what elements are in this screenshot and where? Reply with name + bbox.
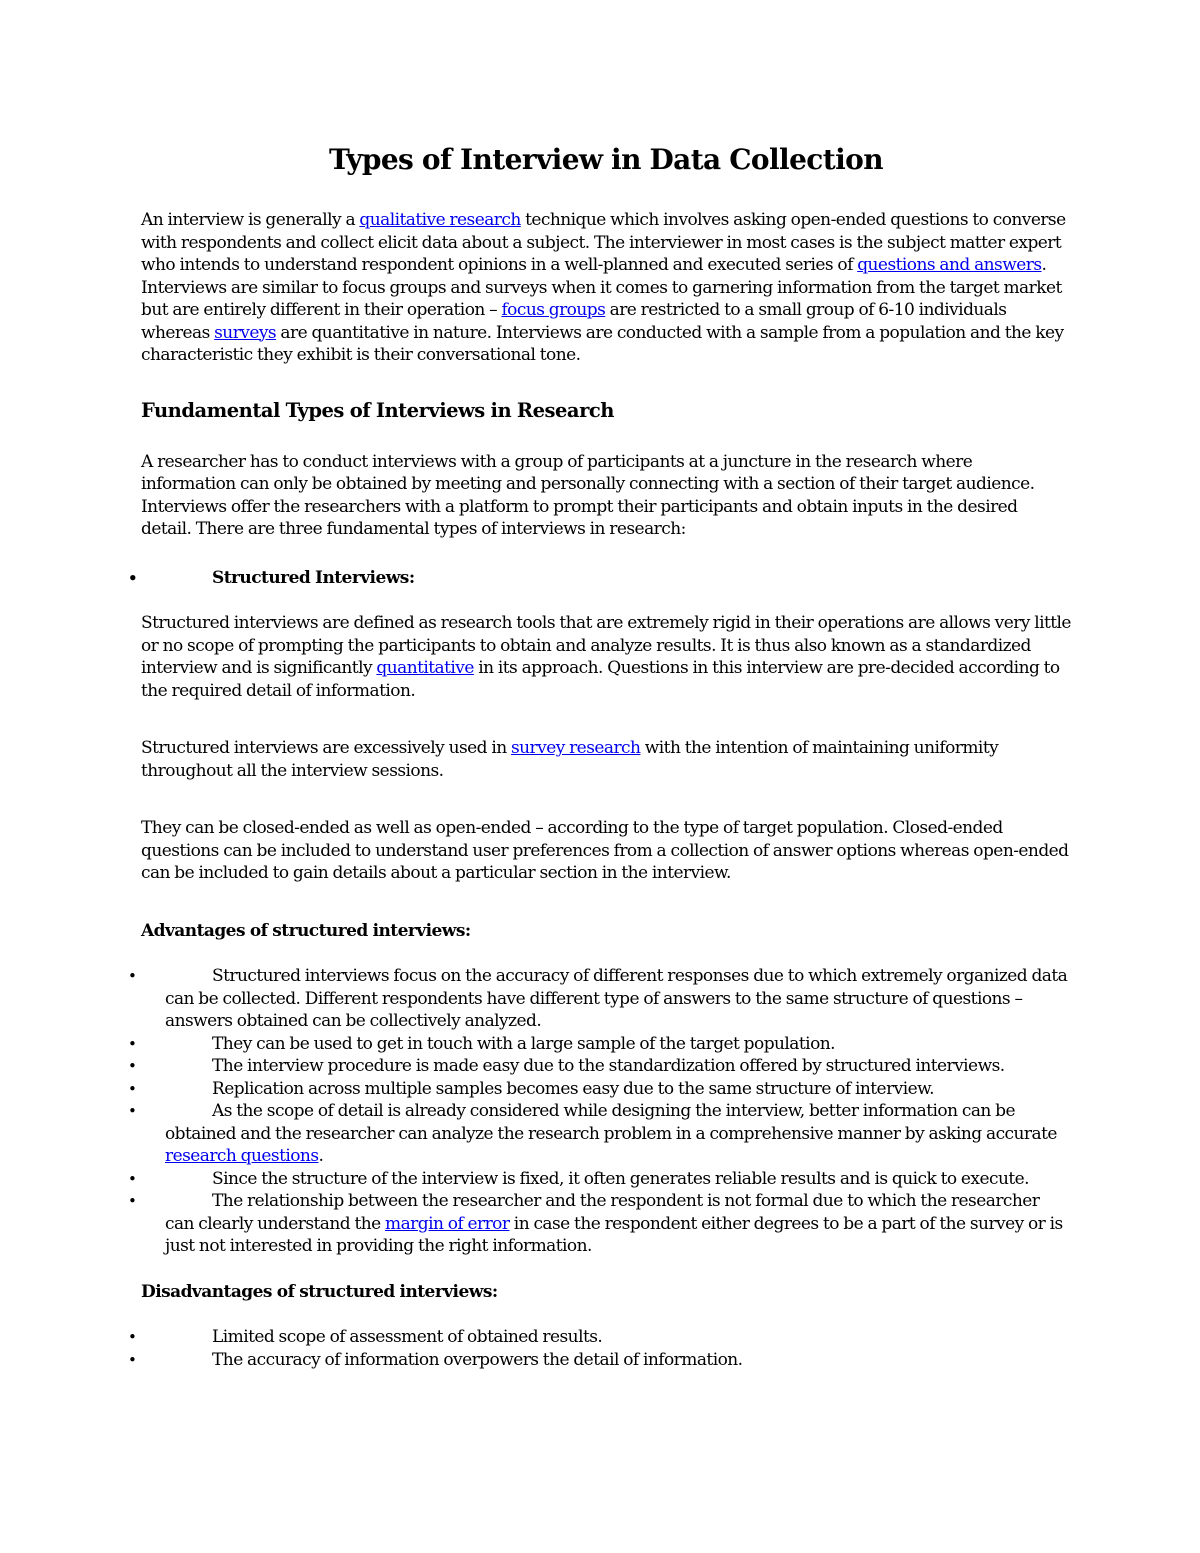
structured-heading-label: Structured Interviews:	[212, 567, 415, 588]
bullet-icon: •	[128, 1192, 137, 1210]
link-surveys[interactable]: surveys	[214, 322, 277, 343]
link-questions-and-answers[interactable]: questions and answers	[857, 255, 1042, 275]
list-item-text: Replication across multiple samples becomes easy due to the same structure of interview.	[212, 1078, 934, 1099]
disadvantages-heading: Disadvantages of structured interviews:	[141, 1281, 498, 1302]
bullet-icon: •	[128, 568, 138, 587]
link-qualitative-research[interactable]: qualitative research	[359, 210, 521, 230]
list-item	[128, 1033, 1071, 1056]
list-item	[128, 1326, 1071, 1349]
intro-text-4: are restricted to a small group of 6-10 individuals whereas	[141, 300, 1007, 343]
bullet-icon: •	[128, 1169, 137, 1188]
intro-paragraph	[141, 209, 1071, 367]
intro-text-3: . Interviews are similar to focus groups and surveys when it comes to garnering information from the target market but are entirely different in their operation –	[141, 255, 1062, 320]
list-item-text: in case the respondent either degrees to be a part of the survey or is just not interested in providing the right information.	[165, 1213, 1063, 1256]
bullet-icon: •	[128, 1350, 137, 1369]
list-item-text: Limited scope of assessment of obtained results.	[212, 1327, 603, 1347]
list-item	[128, 1168, 1071, 1191]
list-item	[128, 1055, 1071, 1078]
list-item-text: .	[318, 1146, 324, 1166]
structured-paragraph-1	[141, 612, 1071, 702]
structured-interviews-heading	[128, 567, 1071, 590]
link-research-questions[interactable]: research questions	[165, 1146, 319, 1166]
structured-p1-text-1: Structured interviews are defined as research tools that are extremely rigid in their operations are allows very little or no scope of prompting the participants to obtain and analyze results. It is thus also known as a standardized interview and is significantly	[141, 613, 1071, 678]
bullet-icon: •	[128, 1102, 137, 1120]
intro-text-2: technique which involves asking open-ended questions to converse with respondents and collect elicit data about a subject. The interviewer in most cases is the subject matter expert who intends to understand respondent opinions in a well-planned and executed series of	[141, 210, 1066, 275]
bullet-icon: •	[128, 1328, 137, 1346]
list-item-text: Since the structure of the interview is fixed, it often generates reliable results and is quick to execute.	[212, 1168, 1029, 1189]
link-quantitative[interactable]: quantitative	[376, 658, 474, 678]
document-page	[128, 138, 1071, 1371]
list-item-text: As the scope of detail is already considered while designing the interview, better information can be obtained and the researcher can analyze the research problem in a comprehensive manner by asking accurate	[165, 1101, 1057, 1144]
list-item	[128, 1349, 1071, 1372]
list-item	[128, 965, 1071, 1033]
disadvantages-list	[128, 1326, 1071, 1371]
link-margin-of-error[interactable]: margin of error	[385, 1213, 510, 1234]
list-item-text: The interview procedure is made easy due to the standardization offered by structured interviews.	[212, 1056, 1005, 1076]
fundamental-paragraph: A researcher has to conduct interviews with a group of participants at a juncture in the research where information can only be obtained by meeting and personally connecting with a section of their target audience. Interviews offer the researchers with a platform to prompt their participants and obtain inputs in the desired detail. There are three fundamental types of interviews in research:	[141, 451, 1035, 539]
fundamental-heading: Fundamental Types of Interviews in Research	[141, 398, 614, 422]
list-item-text: The relationship between the researcher and the respondent is not formal due to which the researcher can clearly understand the	[165, 1191, 1040, 1234]
bullet-icon: •	[128, 1034, 137, 1053]
bullet-icon: •	[128, 1079, 137, 1098]
document-title: Types of Interview in Data Collection	[329, 143, 883, 176]
intro-text-5: are quantitative in nature. Interviews are conducted with a sample from a population and the key characteristic they exhibit is their conversational tone.	[141, 322, 1064, 365]
structured-paragraph-3: They can be closed-ended as well as open-ended – according to the type of target population. Closed-ended questions can be included to understand user preferences from a collection of answer options whereas open-ended can be included to gain details about a particular section in the interview.	[141, 818, 1069, 883]
link-survey-research[interactable]: survey research	[510, 738, 641, 758]
list-item-text: The accuracy of information overpowers the detail of information.	[212, 1349, 743, 1370]
list-item	[128, 1190, 1071, 1258]
intro-text-1: An interview is generally a	[141, 210, 360, 230]
advantages-heading: Advantages of structured interviews:	[141, 920, 471, 941]
structured-p1-text-2: in its approach. Questions in this interview are pre-decided according to the required detail of information.	[141, 658, 1060, 701]
structured-paragraph-2	[141, 737, 1071, 782]
link-focus-groups[interactable]: focus groups	[501, 300, 606, 320]
structured-p2-text-1: Structured interviews are excessively used in	[141, 738, 511, 758]
list-item	[128, 1078, 1071, 1101]
list-item	[128, 1100, 1071, 1168]
advantages-list	[128, 965, 1071, 1258]
structured-p2-text-2: with the intention of maintaining uniformity throughout all the interview sessions.	[141, 738, 999, 781]
list-item-text: Structured interviews focus on the accuracy of different responses due to which extremely organized data can be collected. Different respondents have different type of answers to the same structure of questions – answers obtained can be collectively analyzed.	[165, 966, 1068, 1031]
list-item-text: They can be used to get in touch with a large sample of the target population.	[212, 1033, 836, 1054]
bullet-icon: •	[128, 1057, 137, 1075]
bullet-icon: •	[128, 967, 137, 985]
